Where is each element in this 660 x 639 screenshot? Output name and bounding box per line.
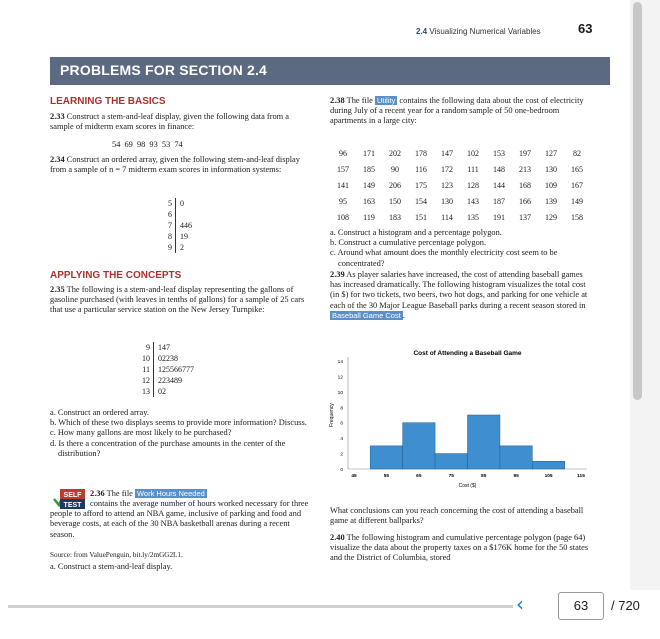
vertical-scrollbar[interactable]	[630, 0, 660, 600]
table-cell: 202	[389, 148, 401, 158]
problem-2-34: 2.34 Construct an ordered array, given the following stem-and-leaf display from a sample of n = 7 midterm exam scores in information systems:	[50, 155, 300, 175]
self-test-bottom: TEST	[63, 502, 82, 509]
table-cell: 141	[337, 180, 349, 190]
leaf-values: 446	[180, 221, 192, 230]
table-cell: 197	[519, 148, 531, 158]
table-row	[330, 193, 590, 209]
x-axis-label: Cost ($)	[458, 483, 477, 489]
table-cell: 163	[363, 196, 375, 206]
table-cell: 129	[545, 212, 557, 222]
stem-value: 8	[158, 231, 176, 242]
table-cell: 178	[415, 148, 427, 158]
table-cell: 149	[571, 196, 583, 206]
problem-2-36-a: a. Construct a stem-and-leaf display.	[50, 562, 173, 571]
table-cell: 183	[389, 212, 401, 222]
stem-leaf-display-1	[158, 198, 192, 253]
table-cell: 168	[519, 180, 531, 190]
stem-row	[158, 242, 192, 253]
leaf-values: 02	[158, 387, 166, 396]
histogram-bar	[370, 446, 402, 469]
problem-2-36-source: Source: from ValuePenguin, bit.ly/2mGG2L1.	[50, 551, 183, 559]
leaf-values	[176, 209, 180, 220]
table-cell: 144	[493, 180, 505, 190]
table-cell: 139	[545, 196, 557, 206]
problem-2-36: contains the average number of hours worked necessary for three people to afford to attend an NBA game, inclusive of parking and food and beverage costs, at each of the 30 NBA basketball arenas during a recent season.	[50, 499, 309, 539]
stem-value: 7	[158, 220, 176, 231]
problem-2-35: 2.35 The following is a stem-and-leaf display representing the gallons of gasoline purchased (with leaves in tenths of gallons) for a sample of 25 cars that use a particular service station on the New Jersey Turnpike:	[50, 285, 305, 315]
problem-2-39: 2.39 As player salaries have increased, the cost of attending baseball games has increased dramatically. The following histogram visualizes the total cost (in $) for two tickets, two beers, two hot dogs, and parking for one vehicle at each of the 30 Major League Baseball parks during a recent season stored in Baseball Game Cost .	[330, 270, 588, 320]
y-tick-label: 8	[340, 406, 343, 412]
table-cell: 96	[339, 148, 347, 158]
file-tag-baseball[interactable]: Baseball Game Cost	[332, 310, 401, 320]
table-cell: 165	[571, 164, 583, 174]
table-cell: 154	[415, 196, 427, 206]
problem-2-38: 2.38 The file Utility contains the following data about the cost of electricity during July of a recent year for a random sample of 50 one-bedroom apartments in a large city:	[330, 96, 584, 126]
table-cell: 102	[467, 148, 479, 158]
table-cell: 95	[339, 196, 347, 206]
table-row	[330, 161, 590, 177]
table-cell: 151	[415, 212, 427, 222]
histogram-bar	[403, 423, 435, 469]
table-cell: 206	[389, 180, 401, 190]
y-axis-label: Frequency	[329, 403, 335, 427]
table-cell: 158	[571, 212, 583, 222]
problem-2-33: 2.33 Construct a stem-and-leaf display, given the following data from a sample of midterm exam scores in finance:	[50, 112, 290, 132]
table-cell: 172	[441, 164, 453, 174]
y-tick-label: 2	[340, 452, 343, 458]
problem-2-33-data: 54 69 98 93 53 74	[112, 140, 183, 149]
x-tick-label: 85	[481, 474, 487, 479]
stem-row	[136, 375, 194, 386]
table-cell: 137	[519, 212, 531, 222]
y-tick-label: 10	[337, 390, 343, 396]
stem-row	[136, 342, 194, 353]
file-tag-utility[interactable]: Utility	[376, 96, 396, 105]
leaf-values: 0	[180, 199, 184, 208]
table-row	[330, 177, 590, 193]
leaf-values: 02238	[158, 354, 178, 363]
table-cell: 166	[519, 196, 531, 206]
histogram-bar	[532, 461, 564, 469]
stem-value: 9	[136, 342, 154, 353]
stem-leaf-display-2	[136, 342, 194, 397]
x-tick-label: 115	[577, 474, 585, 479]
stem-row	[136, 364, 194, 375]
leaf-values: 2	[180, 243, 184, 252]
x-tick-label: 95	[513, 474, 519, 479]
table-cell: 187	[493, 196, 505, 206]
baseball-cost-histogram	[325, 345, 595, 505]
problem-2-36-head: 2.36 The file Work Hours Needed	[90, 489, 205, 498]
histogram-bar	[468, 415, 500, 469]
table-cell: 90	[391, 164, 399, 174]
table-cell: 111	[467, 164, 479, 174]
chart-title: Cost of Attending a Baseball Game	[413, 350, 522, 357]
stem-value: 10	[136, 353, 154, 364]
table-row	[330, 145, 590, 161]
y-tick-label: 6	[340, 421, 343, 427]
table-cell: 114	[441, 212, 453, 222]
table-cell: 171	[363, 148, 375, 158]
table-cell: 191	[493, 212, 505, 222]
running-header: 2.4 Visualizing Numerical Variables	[416, 27, 541, 36]
table-cell: 167	[571, 180, 583, 190]
scrollbar-thumb[interactable]	[633, 2, 642, 400]
histogram-bar	[500, 446, 532, 469]
utility-data-table	[330, 145, 590, 225]
file-tag-work-hours[interactable]: Work Hours Needed	[136, 489, 205, 498]
table-cell: 135	[467, 212, 479, 222]
stem-row	[158, 209, 192, 220]
table-cell: 109	[545, 180, 557, 190]
stem-value: 11	[136, 364, 154, 375]
page-number-input[interactable]: 63	[558, 592, 604, 620]
chevron-left-icon[interactable]: ‹	[516, 592, 524, 616]
table-cell: 82	[573, 148, 581, 158]
table-cell: 149	[363, 180, 375, 190]
table-cell: 175	[415, 180, 427, 190]
table-cell: 147	[441, 148, 453, 158]
x-tick-label: 105	[544, 474, 553, 479]
banner-title: PROBLEMS FOR SECTION 2.4	[60, 62, 268, 78]
leaf-values: 223489	[158, 376, 182, 385]
page-progress-track[interactable]	[8, 605, 513, 608]
problem-2-38-parts: a. Construct a histogram and a percentage polygon. b. Construct a cumulative percentage polygon. c. Around what amount does the monthly electricity cost seem to be concentrated?	[330, 228, 558, 268]
section-banner	[50, 57, 610, 85]
table-cell: 143	[467, 196, 479, 206]
stem-row	[136, 386, 194, 397]
table-cell: 127	[545, 148, 557, 158]
stem-value: 13	[136, 386, 154, 397]
y-tick-label: 12	[337, 375, 343, 381]
stem-value: 9	[158, 242, 176, 253]
table-row	[330, 209, 590, 225]
leaf-values: 147	[158, 343, 170, 352]
self-test-top: SELF	[63, 492, 82, 499]
problem-2-39-question: What conclusions can you reach concerning the cost of attending a baseball game at different ballparks?	[330, 506, 584, 526]
x-tick-label: 65	[416, 474, 422, 479]
heading-applying-concepts: APPLYING THE CONCEPTS	[50, 270, 182, 281]
table-cell: 185	[363, 164, 375, 174]
table-cell: 119	[363, 212, 375, 222]
page-total: / 720	[611, 598, 640, 613]
page-number: 63	[578, 21, 593, 36]
y-tick-label: 0	[340, 468, 343, 473]
stem-row	[158, 231, 192, 242]
leaf-values: 19	[180, 232, 188, 241]
table-cell: 150	[389, 196, 401, 206]
page-navigation-bar	[0, 590, 660, 639]
table-cell: 128	[467, 180, 479, 190]
problem-2-35-parts: a. Construct an ordered array. b. Which of these two displays seems to provide more information? Discuss. c. How many gallons are most likely to be purchased? d. Is there a concentration of the purchase amounts in the center of the distribution?	[50, 408, 307, 458]
x-tick-label: 45	[351, 474, 357, 479]
table-cell: 148	[493, 164, 505, 174]
stem-row	[158, 198, 192, 209]
table-cell: 108	[337, 212, 349, 222]
table-cell: 153	[493, 148, 505, 158]
table-cell: 130	[545, 164, 557, 174]
leaf-values: 125566777	[158, 365, 194, 374]
stem-row	[158, 220, 192, 231]
x-tick-label: 55	[383, 474, 390, 479]
table-cell: 116	[415, 164, 427, 174]
x-tick-label: 75	[448, 474, 454, 479]
y-tick-label: 14	[337, 360, 343, 365]
histogram-bar	[435, 454, 467, 469]
stem-value: 5	[158, 198, 176, 209]
stem-value: 6	[158, 209, 176, 220]
problem-2-40: 2.40 The following histogram and cumulative percentage polygon (page 64) visualize the data about the property taxes on a $176K home for the 50 states and the District of Columbia, stored	[330, 533, 589, 563]
y-tick-label: 4	[340, 437, 343, 443]
table-cell: 157	[337, 164, 349, 174]
table-cell: 130	[441, 196, 453, 206]
table-cell: 123	[441, 180, 453, 190]
table-cell: 213	[519, 164, 531, 174]
stem-row	[136, 353, 194, 364]
heading-learning-basics: LEARNING THE BASICS	[50, 96, 166, 107]
stem-value: 12	[136, 375, 154, 386]
